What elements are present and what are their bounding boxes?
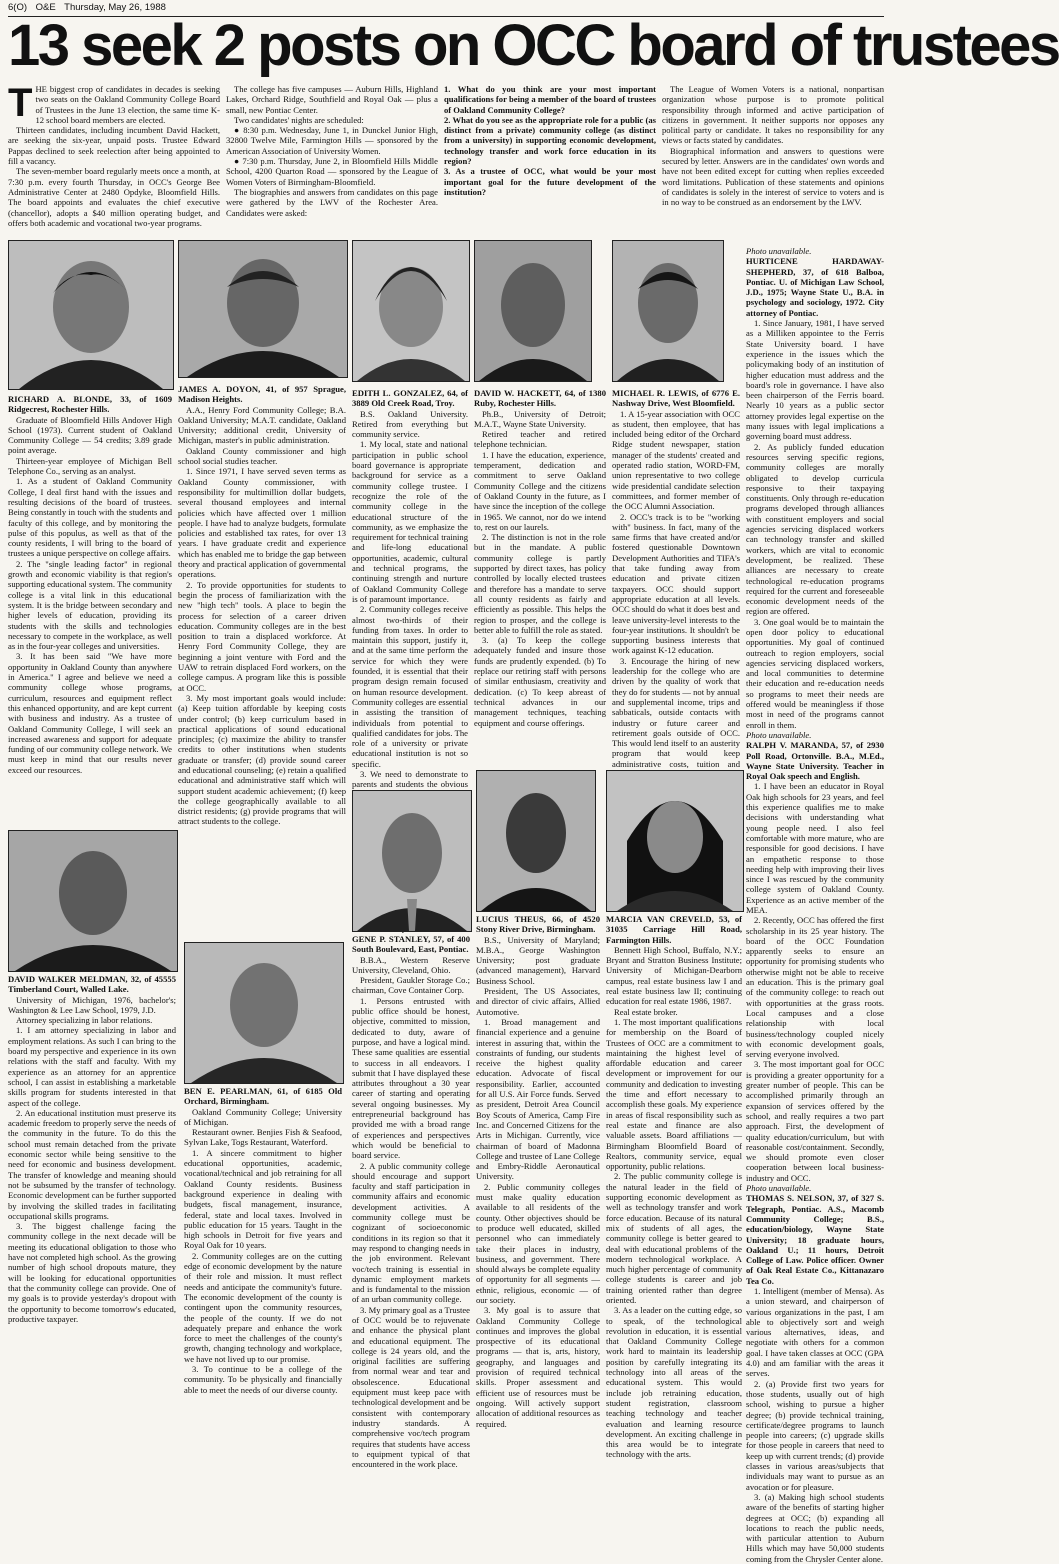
photo-blonde: [8, 240, 174, 390]
answer2-hardaway: 2. As publicly funded education resources serving specific regions, community colleges are morally obligated to develop curricula responsive to their taxpaying constituents. Only through re-education programs developed through alliances with constituent employers and social agencies servicing displaced workers can technology transfer and skilled workers, which are vital to economic development, be realized. These alliances are necessary to create technological re-education programs required for the current and foreseeable economic development needs of the region are offered.: [746, 441, 884, 617]
answer3-blonde: 3. It has been said "We have more opportunity in Oakland County than anywhere in America." I agree and believe we need a community college whose programs, curriculum, resources and equipment reflect this enhanced opportunity, and are kept current with business and industry. As a trustee of Oakland Community College, I will seek an increased awareness and support for adequate funding of our community college network. We must keep in mind that our results never exceed our resources.: [8, 651, 172, 775]
answer2-nelson: 2. (a) Provide first two years for those students, usually out of high school, wishing to pursue a higher degree; (b) provide technical training, certificate/degree programs to launch people into careers; (c) upgrade skills for those people in careers that need to keep up with current trends; (d) provide classes in various areas/subjects that individuals may want to pursue as an avocation or for pleasure.: [746, 1378, 884, 1492]
intro-p8: The biographies and answers from candidates on this page were gathered by the LWV of the Rochester Area. Candidates were asked:: [226, 186, 438, 218]
intro-p1: HE biggest crop of candidates in decades is seeking two seats on the Oakland Community College Board of Trustees in the June 13 election, the same time K-12 school board members are elected.: [35, 84, 220, 125]
intro-p5: Two candidates' nights are scheduled:: [234, 114, 364, 125]
answer2-hackett: 2. The distinction is not in the role but in the mandate. A public community college is partly supported by direct taxes, has policy controlled by locally elected trustees and therefore has a mandate to serve all county residents as fairly and efficiently as possible. This helps the region to prosper, and the college is better able to fulfill the role as stated.: [474, 532, 606, 635]
answer1-hackett: 1. I have the education, experience, temperament, dedication and commitment to serve Oakland Community College and the citizens of Oakland County in the future, as I have since the inception of the college in 1965. We cannot, nor do we intend to, rest on our laurels.: [474, 449, 606, 532]
occupation-stanley: President, Gaukler Storage Co.; chairman, Cove Container Corp.: [352, 975, 470, 996]
bio-stanley: B.B.A., Western Reserve University, Cleveland, Ohio.: [352, 954, 470, 975]
intro-col-4: [662, 84, 884, 240]
photo-meldman: [8, 830, 178, 972]
answer1-gonzalez: 1. My local, state and national participation in public school board governance is appropriate background for service as a community college trustee. I recognize the role of the community college in the educational structure of the community, as we emphasize the requirement for technical training and life-long educational opportunities, academic, cultural and technical programs, the continuing strength and nurture of Oakland Community College is of paramount importance.: [352, 439, 468, 604]
bio-blonde: Graduate of Bloomfield Hills Andover High School (1973). Current student of Oakland Community College — 54 credits; 3.89 grade point average.: [8, 414, 172, 456]
text-meldman: [8, 974, 176, 1394]
answer1-nelson: 1. Intelligent (member of Mensa). As a union steward, and chairperson of various organizations in the past, I am able to objectively sort and weigh various alternatives, ideas, and negotiate with others for a common goal. I have taken classes at OCC (GPA 4.0) and am familiar with the areas it serves.: [746, 1285, 884, 1379]
answer1-vancreveld: 1. The most important qualifications for membership on the Board of Trustees of OCC are a commitment to maintaining the highest level of affordable education and career development or improvement for our community and dedication to investing the time and effort necessary to accomplish these goals. My experience in areas of fiscal responsibility such as real estate and finance are also valuable assets. Board affiliations — Birmingham Bloomfield Board of Realtors, community service, equal opportunity, public relations.: [606, 1016, 742, 1172]
answer1-stanley: 1. Persons entrusted with public office should be honest, objective, committed to mission, dedicated to duty, aware of purpose, and have a logical mind. These same qualities are essential to success in all endeavors. I submit that I have displayed these attributes throughout a 30 year career of starting and operating several ongoing businesses. My entrepreneurial background has provided me with a broad range of experiences and perspectives which would be beneficial to board service.: [352, 995, 470, 1161]
bio-meldman: University of Michigan, 1976, bachelor's; Washington & Lee Law School, 1979, J.D.: [8, 994, 176, 1015]
intro-col-3: [444, 84, 656, 240]
occupation-vancreveld: Real estate broker.: [614, 1006, 678, 1017]
answer2-theus: 2. Public community colleges must make quality education available to all residents of the county. Other objectives should be to produce well educated, skilled personnel who can immediately take their places in industry, business, and government. There should always be complete equality of opportunity for all segments — ethnic, religious, economic — of our society.: [476, 1181, 600, 1305]
answer3-meldman: 3. The biggest challenge facing the community college in the next decade will be meeting its educational obligation to those who have not completed high school. As the growing number of high school dropouts mature, they will be looking for educational opportunities that the community college can provide. One of my goals is to provide yesterday's dropout with the opportunity to become tomorrow's educated, productive taxpayer.: [8, 1221, 176, 1324]
bio-gonzalez: B.S. Oakland University. Retired from everything but community service.: [352, 408, 468, 440]
photo-hackett: [474, 240, 592, 382]
answer2-doyon: 2. To provide opportunities for students to begin the process of familiarization with the new "high tech" tools. A place to begin the process for selection of a career driven education. Community colleges are in the best position to train a displaced workforce. At Henry Ford Community College, they are beginning a joint venture with Ford and the UAW to retrain displaced Ford workers, on the college campus. A program like this is possible at OCC.: [178, 579, 346, 693]
caption-lewis: MICHAEL R. LEWIS, of 6776 E. Nashway Drive, West Bloomfield.: [612, 388, 740, 409]
caption-blonde: RICHARD A. BLONDE, 33, of 1609 Ridgecrest, Rochester Hills.: [8, 394, 172, 415]
intro-p7: ● 7:30 p.m. Thursday, June 2, in Bloomfield Hills Middle School, 4200 Quarton Road — sponsored by the League of Women Voters of Birmingham-Bloomfield.: [226, 156, 438, 187]
answer3-theus: 3. My goal is to assure that Oakland Community College continues and improves the global prospective of its educational programs — that is, arts, history, geography, and languages and provision of required technical skills. Proper assessment and efficient use of resources must be ongoing. Will actively support allocation of additional resources as required.: [476, 1305, 600, 1429]
answer3-hackett: 3. (a) To keep the college adequately funded and insure those funds are prudently expended. (b) To replace our retiring staff with persons of similar enthusiasm, creativity and dedication. (c) To keep abreast of technical advances in our management techniques, teaching equipment and course offerings.: [474, 635, 606, 728]
answer3-nelson: 3. (a) Making high school students aware of the benefits of starting higher degrees at OCC; (b) expanding all locations to reach the public needs, with particular attention to Auburn Hills which may have 50,000 students coming from the Chrysler Center alone.: [746, 1491, 884, 1564]
photo-vancreveld: [606, 770, 744, 912]
answer3-gonzalez: 3. We need to demonstrate to parents and students the obvious: [352, 768, 468, 790]
bio-pearlman: Oakland Community College; University of Michigan.: [184, 1106, 342, 1127]
caption-vancreveld: MARCIA VAN CREVELD, 53, of 31035 Carriage Hill Road, Farmington Hills.: [606, 914, 742, 945]
photo-pearlman: [184, 942, 344, 1084]
text-theus: [476, 914, 600, 1429]
caption-pearlman: BEN E. PEARLMAN, 61, of 6185 Old Orchard, Birmingham.: [184, 1086, 342, 1107]
drop-cap: T: [8, 81, 33, 125]
answer2-lewis: 2. OCC's track is to be "working with" business. In fact, many of the same firms that have created and/or fostered questionable Downtown Development Authorities and TIFA's that take funding away from education and private citizen taxpayers. OCC should support appropriate education at all levels. OCC should do what it does best and leave university-level interests to the four-year institutions. It shouldn't be supporting business interests that work against K-12 education.: [612, 511, 740, 656]
intro-col-2: [226, 84, 438, 240]
occupation-doyon: Oakland County commissioner and high school social studies teacher.: [178, 445, 346, 467]
answer2-maranda: 2. Recently, OCC has offered the first scholarship in its 25 year history. The board of the OCC Foundation apparently seeks to ensure an opportunity for promising students who otherwise might not be able to receive an education. This is the primary goal of the community college: to reach out with opportunities at the grass roots. Local campuses and a close relationship with local business/technology coupled nicely with economic development goals, serving everyone involved.: [746, 915, 884, 1060]
intro-col-1: [8, 81, 220, 240]
intro-p10: Biographical information and answers to questions were secured by letter. Answers are in the candidates' own words and have not been edited except for cutting when replies exceeded word limitations. Publication of these statements and opinions of candidates is solely in the interest of service to voters and is in no way to be construed as an endorsement by the LWV.: [662, 145, 884, 208]
intro-p2: Thirteen candidates, including incumbent David Hackett, are seeking the six-year, unpaid posts. Trustee Edward Pappas declined to seek reelection after being appointed to fill a vacancy.: [8, 125, 220, 167]
caption-hackett: DAVID W. HACKETT, 64, of 1380 Ruby, Rochester Hills.: [474, 388, 606, 409]
occupation-pearlman: Restaurant owner. Benjies Fish & Seafood, Sylvan Lake, Togs Restaurant, Waterford.: [184, 1127, 342, 1148]
answer2-stanley: 2. A public community college should encourage and support faculty and staff participation in community affairs and economic development activities. A community college must be cognizant of socioeconomic conditions in its region so that it may respond to changing needs in the job environment. Relevant voc/tech training is essential in dynamic employment markets and is fundamental to the mission of an urban community college.: [352, 1160, 470, 1305]
issue-date: Thursday, May 26, 1988: [64, 2, 166, 13]
answer1-lewis: 1. A 15-year association with OCC as student, then employee, that has included being editor of the Orchard Ridge student newspaper, station manager of the students' created and operated radio station, WORD-FM, union representative to two college wide presidential candidate selection committees, and former member of the OCC Alumni Association.: [612, 408, 740, 512]
answer2-gonzalez: 2. Community colleges receive almost two-thirds of their funding from taxes. In order to maintain this support, justify it, and at the same time perform the service for which they were founded, it is essential that their program design remain focused on human resource development. Community colleges are essential in assisting the transition of individuals from potential to qualified candidates for jobs. The role of a university or private educational institution is not so specific.: [352, 604, 468, 769]
headline: 13 seek 2 posts on OCC board of trustees: [8, 13, 1059, 78]
caption-maranda: RALPH V. MARANDA, 57, of 2930 Poll Road, Ortonville. B.A., M.Ed., Wayne State University. Teacher in Royal Oak speech and English.: [746, 740, 884, 782]
answer3-maranda: 3. The most important goal for OCC is providing a greater opportunity for a greater number of people. This can be accomplished primarily through an expansion of services offered by the school, and really requires a two part approach. First, the development of quality education/curriculum, but with reasonable cost/containment. Secondly, we should promote even closer cooperation between local business-industry and OCC.: [746, 1059, 884, 1183]
bio-theus: B.S., University of Maryland; M.B.A., George Washington University; post graduate (advanced management), Harvard Business School.: [476, 934, 600, 986]
intro-p4: The college has five campuses — Auburn Hills, Highland Lakes, Orchard Ridge, Southfield and Royal Oak — plus a small, new Pontiac Center.: [226, 84, 438, 115]
caption-meldman: DAVID WALKER MELDMAN, 32, of 45555 Timberland Court, Walled Lake.: [8, 974, 176, 995]
answer1-pearlman: 1. A sincere commitment to higher educational opportunities, academic, vocational/technical and job retraining for all Oakland County residents. Business background experience in dealing with budgets, fiscal management, insurance, federal, state and local taxes. Involved in public education for 15 years. Taught in the high schools in Detroit for five years and Royal Oak for 10 years.: [184, 1147, 342, 1251]
text-doyon: [178, 384, 346, 942]
occupation-meldman: Attorney specializing in labor relations.: [16, 1015, 153, 1026]
answer3-hardaway: 3. One goal would be to maintain the open door policy to educational opportunities. My goal of continued outreach to region employers, social agencies servicing displaced workers, and local communities to determine their education and re-education needs so programs to meet their needs are offered would be meaningless if those most in need of the programs cannot enroll in them.: [746, 616, 884, 730]
occupation-hackett: Retired teacher and retired telephone technician.: [474, 429, 606, 450]
bio-vancreveld: Bennett High School, Buffalo, N.Y.; Bryant and Stratton Business Institute; University of Michigan-Dearborn campus, real estate business law I and real estate business law II; continuing education for real estate 1986, 1987.: [606, 944, 742, 1007]
text-hackett: [474, 388, 606, 760]
caption-doyon: JAMES A. DOYON, 41, of 957 Sprague, Madison Heights.: [178, 384, 346, 405]
answer3-pearlman: 3. To continue to be a college of the community. To be physically and financially able to meet the needs of our diverse county.: [184, 1364, 342, 1395]
text-stanley: [352, 934, 470, 1470]
answer3-doyon: 3. My most important goals would include: (a) Keep tuition affordable by keeping costs under control; (b) keep curriculum based in practical applications of sound educational principles; (c) maximize the ability to transfer credits to other institutions when students graduate or transfer; (d) provide sound career and educational counseling; (e) retain a qualified educational and administrative staff which will support student academic achievement; (f) keep the college geographically available to all district residents; (g) provide programs that will attract students to the college.: [178, 692, 346, 827]
photo-unavailable-nelson: Photo unavailable.: [746, 1183, 812, 1194]
answer2-blonde: 2. The "single leading factor" in regional growth and economic viability is that region's supporting educational system. The community college is a vital link in this educational system. It is the bridge between secondary and higher levels of education, providing its students with the skills and technologies necessary to compete in the workplace, as well as in the four-year colleges and universities.: [8, 558, 172, 652]
photo-stanley: [352, 790, 472, 932]
answer1-doyon: 1. Since 1971, I have served seven terms as Oakland County commissioner, with responsibility for multimillion dollar budgets, several thousand employees and internal policies which have affected over 1 million people. I have had to analyze budgets, formulate policies and established tax rates, for over 13 years. I have graduate credit and experience which has enabled me to bridge the gap between theory and practical application of governmental operations.: [178, 466, 346, 580]
caption-nelson: THOMAS S. NELSON, 37, of 327 S. Telegraph, Pontiac. A.S., Macomb Community College; B.S., education/biology, Wayne State University; 18 graduate hours, Oakland U.; 11 hours, Detroit College of Law. Police officer. Owner of Oak Real Estate Co., Kittanazaro Tea Co.: [746, 1193, 884, 1286]
photo-unavailable-maranda: Photo unavailable.: [746, 729, 812, 740]
answer1-maranda: 1. I have been an educator in Royal Oak high schools for 23 years, and feel this experience qualifies me to make decisions with understanding what young people need. I also feel comfortable with more mature, who are responsible for good decisions. I have an empathetic response to those needing help with improving their lives since I was rescued by the community college system of Oakland County. Experience as an active member of the MEA.: [746, 781, 884, 915]
photo-lewis: [612, 240, 724, 382]
caption-gonzalez: EDITH L. GONZALEZ, 64, of 3889 Old Creek Road, Troy.: [352, 388, 468, 409]
caption-stanley: GENE P. STANLEY, 57, of 400 South Boulevard, East, Pontiac.: [352, 934, 470, 955]
answer2-vancreveld: 2. The public community college is the natural leader in the field of supporting economic development as well as technology transfer and work force education. Because of its natural mix of students of all ages, the community college is better geared to deal with educational problems of the modern technological workplace. A much higher percentage of community college students is career and job training oriented rather than degree oriented.: [606, 1171, 742, 1305]
text-pearlman: [184, 1086, 342, 1394]
text-lewis: [612, 388, 740, 769]
text-right-column: [746, 246, 884, 1564]
text-vancreveld: [606, 914, 742, 1460]
question-2: 2. What do you see as the appropriate role for a public (as distinct from a private) community college (as distinct from a university) in supporting economic development, technology transfer and work force education in its region?: [444, 114, 656, 167]
page-number: 6(O): [8, 2, 27, 13]
text-gonzalez: [352, 388, 468, 790]
intro-p9: The League of Women Voters is a national, nonpartisan organization whose purpose is to promote political responsibility through informed and active participation of citizens in government. It neither supports nor opposes any political party or candidate. It takes no responsibility for any views or facts stated by candidates.: [662, 84, 884, 146]
occupation-theus: President, The US Associates, and director of civic affairs, Allied Automotive.: [476, 986, 600, 1017]
caption-hardaway: HURTICENE HARDAWAY-SHEPHERD, 37, of 618 Balboa, Pontiac. U. of Michigan Law School, J.D., 1975; Wayne State U., B.A. in psychology and sociology, 1972. City attorney of Pontiac.: [746, 256, 884, 318]
answer2-pearlman: 2. Community colleges are on the cutting edge of economic development by the nature of their role and mission. It must reflect needs and anticipate the community's future. The economic development of the county is contingent upon the community resources, the people of the county. If we do not adequately prepare and enhance the work force to meet the challenges of the county's growth, changing technology and workplace, we have not lived up to our promise.: [184, 1250, 342, 1364]
answer1-hardaway: 1. Since January, 1981, I have served as a Milliken appointee to the Ferris State University board. I have experience in the issues which the policymaking body of an institution of higher education must address and the board's role in governance. I have also been chairperson of the Ferris board. Nearly 10 years as a public sector attorney provides legal expertise on the many issues with legal implications a governing board must address.: [746, 318, 884, 442]
photo-theus: [476, 770, 596, 912]
answer3-stanley: 3. My primary goal as a Trustee of OCC would be to rejuvenate and enhance the physical plant and educational equipment. The college is 24 years old, and the original facilities are suffering from normal wear and tear and obsolescence. Educational equipment must keep pace with technological development and be consistent with contemporary industry standards. A comprehensive voc/tech program requires that students have access to equipment typical of that encountered in the work place.: [352, 1304, 470, 1470]
photo-unavailable-hardaway: Photo unavailable.: [746, 246, 812, 256]
answer1-blonde: 1. As a student of Oakland Community College, I deal first hand with the issues and resulting decisions of the board of trustees. Being constantly in touch with the students and faculty of this college, and by monitoring the pulse of this populus, as well as that of the county residents, I will bring to the board of trustees a unique perspective on college affairs.: [8, 476, 172, 559]
caption-theus: LUCIUS THEUS, 66, of 4520 Stony River Drive, Birmingham.: [476, 914, 600, 935]
answer3-lewis: 3. Encourage the hiring of new leadership for the college who are driven by the quality of work that they do for students — not by annual and supplemental income, trips and sabbaticals, outside contacts with industry or future career and retirement goals outside of OCC. This would lend itself to an austerity program that would keep administrative costs, tuition and: [612, 655, 740, 769]
answer3-vancreveld: 3. As a leader on the cutting edge, so to speak, of the technological revolution in education, it is essential that Oakland Community College work hard to maintain its leadership position by carefully integrating its technology into all areas of the educational system. This would include job retraining education, student registration, classroom teaching technology and teacher evaluation and learning resource development. An exciting challenge in this area would be to integrate technology with the arts.: [606, 1305, 742, 1460]
occupation-blonde: Thirteen-year employee of Michigan Bell Telephone Co., serving as an analyst.: [8, 455, 172, 477]
bio-doyon: A.A., Henry Ford Community College; B.A. Oakland University; M.A.T. candidate, Oakland University; additional credit, University of Michigan, master's in public administration.: [178, 404, 346, 446]
bio-hackett: Ph.B., University of Detroit; M.A.T., Wayne State University.: [474, 408, 606, 429]
answer1-meldman: 1. I am attorney specializing in labor and employment relations. As such I can bring to the board my perspective and experience in its own relations with the staff and faculty. With my experience as an attorney for an apprentice school, I can assist in establishing a marketable skills program for students interested in that aspect of the college.: [8, 1025, 176, 1108]
intro-p6: ● 8:30 p.m. Wednesday, June 1, in Dunckel Junior High, 32800 Twelve Mile, Farmington Hills — sponsored by the American Association of University Women.: [226, 125, 438, 156]
question-1: 1. What do you think are your most important qualifications for being a member of the board of trustees of Oakland Community College?: [444, 84, 656, 115]
answer1-theus: 1. Broad management and financial experience and a genuine interest in assuring that, within the constraints of funding, our students receive the highest quality education. Advocate of fiscal responsibility. Earlier, accounted for all U.S. Air Force funds. Served as president, Detroit Area Council Boy Scouts of America, Camp Fire Inc. and Concerned Citizens for the Arts in Michigan. Currently, vice chairman of board of Madonna College and trustee of Lane College and Embry-Riddle Aeronautical University.: [476, 1016, 600, 1182]
intro-p3: The seven-member board regularly meets once a month, at 7:30 p.m. every fourth Thursday, in OCC's George Bee Administrative Center at 2480 Opdyke, Bloomfield Hills. The board appoints and evaluates the chief executive (chancellor), adopts a $40 million operating budget, and offers both academic and vocational two-year programs.: [8, 166, 220, 228]
photo-doyon: [178, 240, 348, 378]
photo-gonzalez: [352, 240, 470, 382]
question-3: 3. As a trustee of OCC, what would be your most important goal for the future development of the institution?: [444, 166, 656, 197]
answer2-meldman: 2. An educational institution must preserve its academic freedom to properly serve the needs of the community in the future. To do this the school must remain detached from the private economic sector while being sensitive to the need for economic and business development. The transfer of knowledge and meaning should not be subsumed by the transfer of technology. Economic development can be further supported by involving the skilled trades in facilitating occupational skills programs.: [8, 1107, 176, 1221]
paper-name: O&E: [35, 2, 56, 13]
